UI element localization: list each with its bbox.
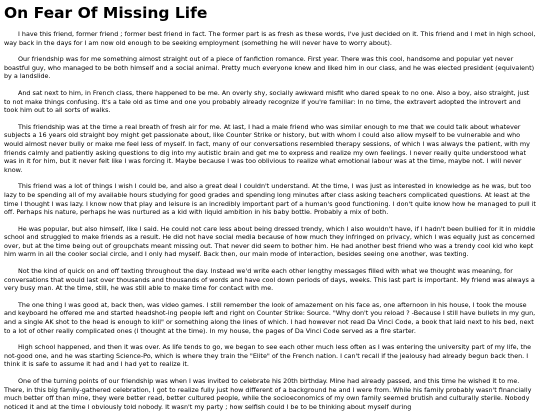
paragraph: I have this friend, former friend ; former best friend in fact. The former part is as fresh as these words, I've just decided on it. This friend and I met in high school, way back in the days for I am now old enough to be seeking employment (something he will never have to worry about). [4, 30, 536, 47]
paragraph: Our friendship was for me something almost straight out of a piece of fanfiction romance. First year. There was this cool, handsome and popular yet never boastful guy, who managed to be both himself and a social animal. Pretty much everyone knew and liked him in our class, and he was elected president (equivalent) by a landslide. [4, 55, 535, 81]
paragraph: High school happened, and then it was over. As life tends to go, we began to see each other much less often as I was entering the university part of my life, the not-good one, and he was starting Science-Po, which is where they train the "Elite" of the French nation. I can't recall if the jealousy had already begun back then. I think it is safe to assume it had and I had yet to realize it. [4, 343, 532, 369]
paragraph: Not the kind of quick on and off texting throughout the day. Instead we'd write each other lengthy messages filled with what we thought was meaning, for conversations that would last over thousands and thousands of words and have cool down periods of days, weeks. This last part is important. My friend was always a very busy man. At the time, still, he was still able to make time for contact with me. [4, 267, 535, 293]
paragraph: And sat next to him, in French class, there happened to be me. An overly shy, socially awkward misfit who dared speak to no one. Also a boy, also straight, just to not make things confusing. It's a tale old as time and one you probably already recognize if you're familiar: In no time, the extravert adopted the introvert and took him out to all sorts of walks. [4, 88, 530, 115]
paragraph: The one thing I was good at, back then, was video games. I still remember the look of amazement on his face as, one afternoon in his house, I took the mouse and keyboard he offered me and started headshot-ing people left and right on Counter Strike: Source. "Why don't you reload ? -Because I still have bullets in my gun, and a single AK shot to the head is enough to kill" or something along the lines of which. I had however not read Da Vinci Code, a book that laid next to his bed, next to a lot of other really complicated ones (I thought at the time). In my house, the pages of Da Vinci Code served as a fire starter. [4, 300, 536, 335]
paragraph: One of the turning points of our friendship was when I was invited to celebrate his 20th birthday. Mine had already passed, and this time he wished it to me. There, in this big family-gathered celebration, I got to realize fully just how different of a background he and I were from. While his family probably wasn't financially much better off than mine, they were better read, better cultured people, while the socioeconomics of my own family seemed brutish and culturally sterile. Nobody noticed it and at the time I obviously told nobody. It wasn't my party ; how selfish could I be to be thinking about myself during [4, 377, 532, 411]
document-title: On Fear Of Missing Life [4, 4, 208, 22]
paragraph: This friend was a lot of things I wish I could be, and also a great deal I couldn't understand. At the time, I was just as interested in knowledge as he was, but too lazy to be spending all of my available hours studying for good grades and spending long minutes after class asking teachers complicated questions. At least at the time I thought I was lazy. I know now that play and leisure is an incredibly important part of a human's good functioning. I don't quite know how he managed to pull it off. Perhaps his nature, perhaps he was nurtured as a kid with liquid ambition in his baby bottle. Probably a mix of both. [4, 182, 536, 217]
article-body [4, 30, 536, 419]
paragraph: He was popular, but also himself, like I said. He could not care less about being dressed trendy, which I also wouldn't have, if I hadn't been bullied for it in middle school and struggled to make friends as a result. He did not have social media because of how much they infringed on privacy, which I was equally just as concerned over, but at the time being out of groupchats meant missing out. That never did seem to bother him. He had another best friend who was a trendy cool kid who kept him warm in all the cooler social circle, and I only had myself. Back then, our main mode of interaction, besides seeing one another, was texting. [4, 224, 536, 259]
paragraph: This friendship was at the time a real breath of fresh air for me. At last, I had a male friend who was similar enough to me that we could talk about whatever subjects a 16 years old straight boy might get passionate about, like Counter Strike or history, but with whom I could also allow myself to be vulnerable and who would almost never bully or make me feel less of myself. In fact, many of our conversations resembled therapy sessions, of which I was always the patient, with my friends calmly and patiently asking questions to dig into my autistic brain and get me to express and realize my own feelings. I never really quite understood what was in it for him, but it never felt like I was forcing it. Maybe because I was too oblivious to realize what emotional labour was at the time, maybe not. I will never know. [4, 122, 530, 174]
